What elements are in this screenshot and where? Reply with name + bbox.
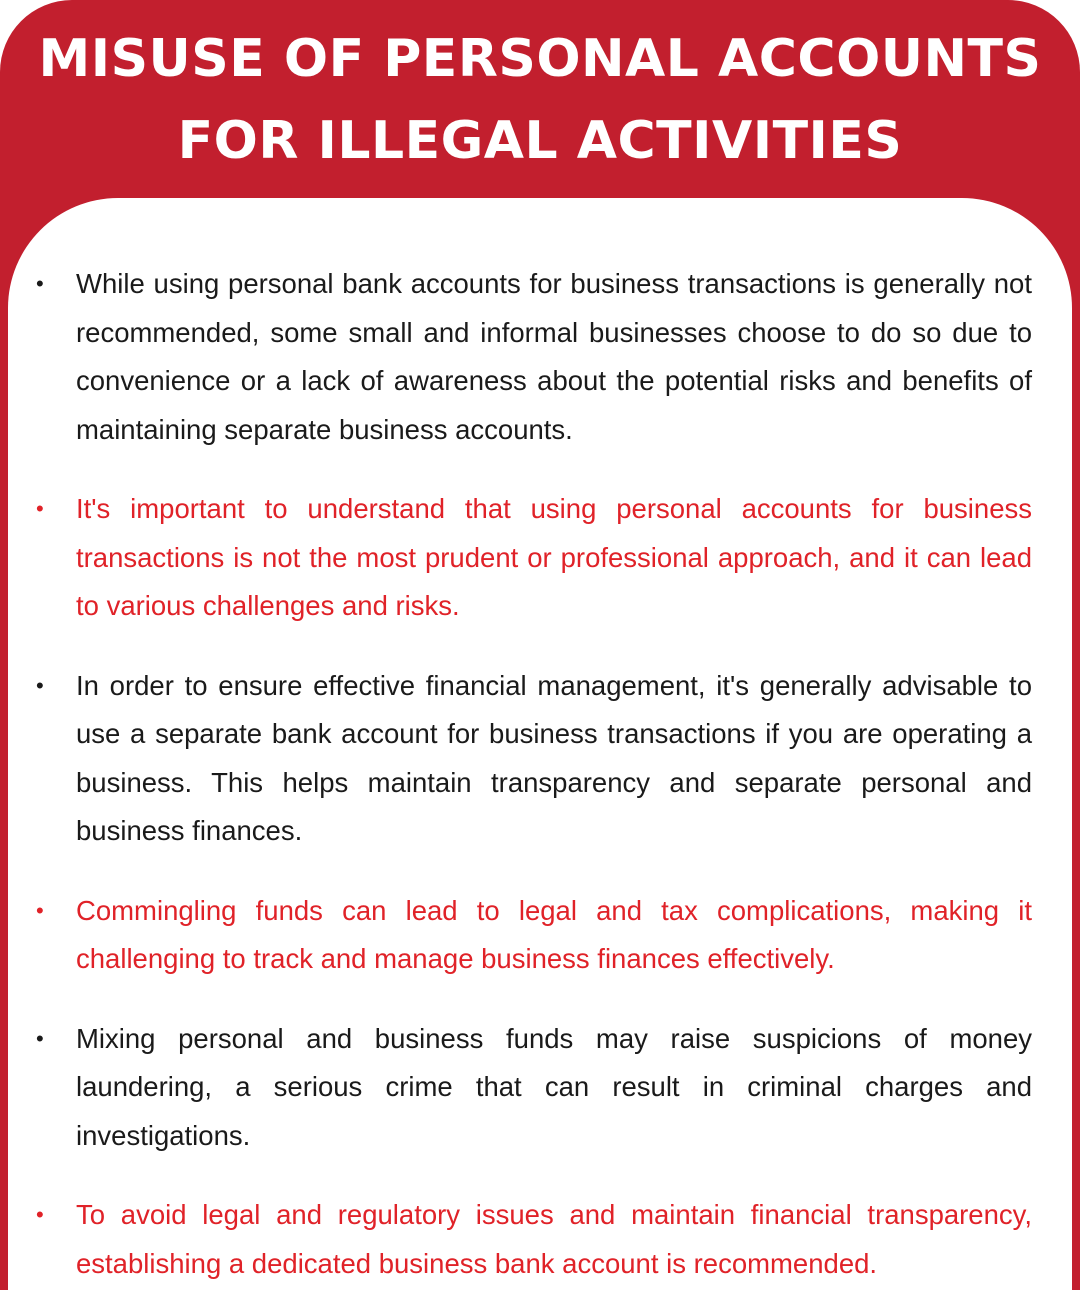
bullet-list	[8, 260, 1080, 1290]
title-line-1: MISUSE OF PERSONAL ACCOUNTS	[38, 29, 1042, 89]
bullet-marker: •	[36, 496, 44, 521]
title-banner	[0, 0, 1080, 200]
bullet-text: While using personal bank accounts for business transactions is generally not recommended, some small and informal businesses choose to do so due to convenience or a lack of awareness about the potential risks and benefits of maintaining separate business accounts.	[76, 268, 1032, 445]
bullet-item-highlight	[8, 1191, 1080, 1288]
bullet-item-highlight	[8, 485, 1080, 631]
bullet-text: To avoid legal and regulatory issues and maintain financial transparency, establishing a dedicated business bank account is recommended.	[76, 1199, 1032, 1279]
bullet-text: Mixing personal and business funds may raise suspicions of money laundering, a serious crime that can result in criminal charges and investigations.	[76, 1022, 1032, 1151]
page-title	[39, 18, 1042, 182]
bullet-text: Commingling funds can lead to legal and tax complications, making it challenging to track and manage business finances effectively.	[76, 894, 1032, 974]
bullet-marker: •	[36, 897, 44, 923]
content-panel	[8, 198, 1072, 1290]
bullet-marker: •	[36, 1025, 44, 1051]
bullet-text: It's important to understand that using personal accounts for business transactions is not the most prudent or professional approach, and it can lead to various challenges and risks.	[76, 493, 1032, 621]
bullet-item	[8, 662, 1080, 856]
bullet-marker: •	[36, 672, 44, 698]
bullet-marker: •	[36, 1202, 44, 1227]
bullet-item	[8, 260, 1080, 454]
bullet-item-highlight	[8, 887, 1080, 984]
bullet-text: In order to ensure effective financial management, it's generally advisable to use a separate bank account for business transactions if you are operating a business. This helps maintain transparency and separate personal and business finances.	[76, 669, 1032, 846]
bullet-item	[8, 1015, 1080, 1161]
bullet-marker: •	[36, 271, 44, 296]
title-line-2: FOR ILLEGAL ACTIVITIES	[177, 111, 903, 171]
